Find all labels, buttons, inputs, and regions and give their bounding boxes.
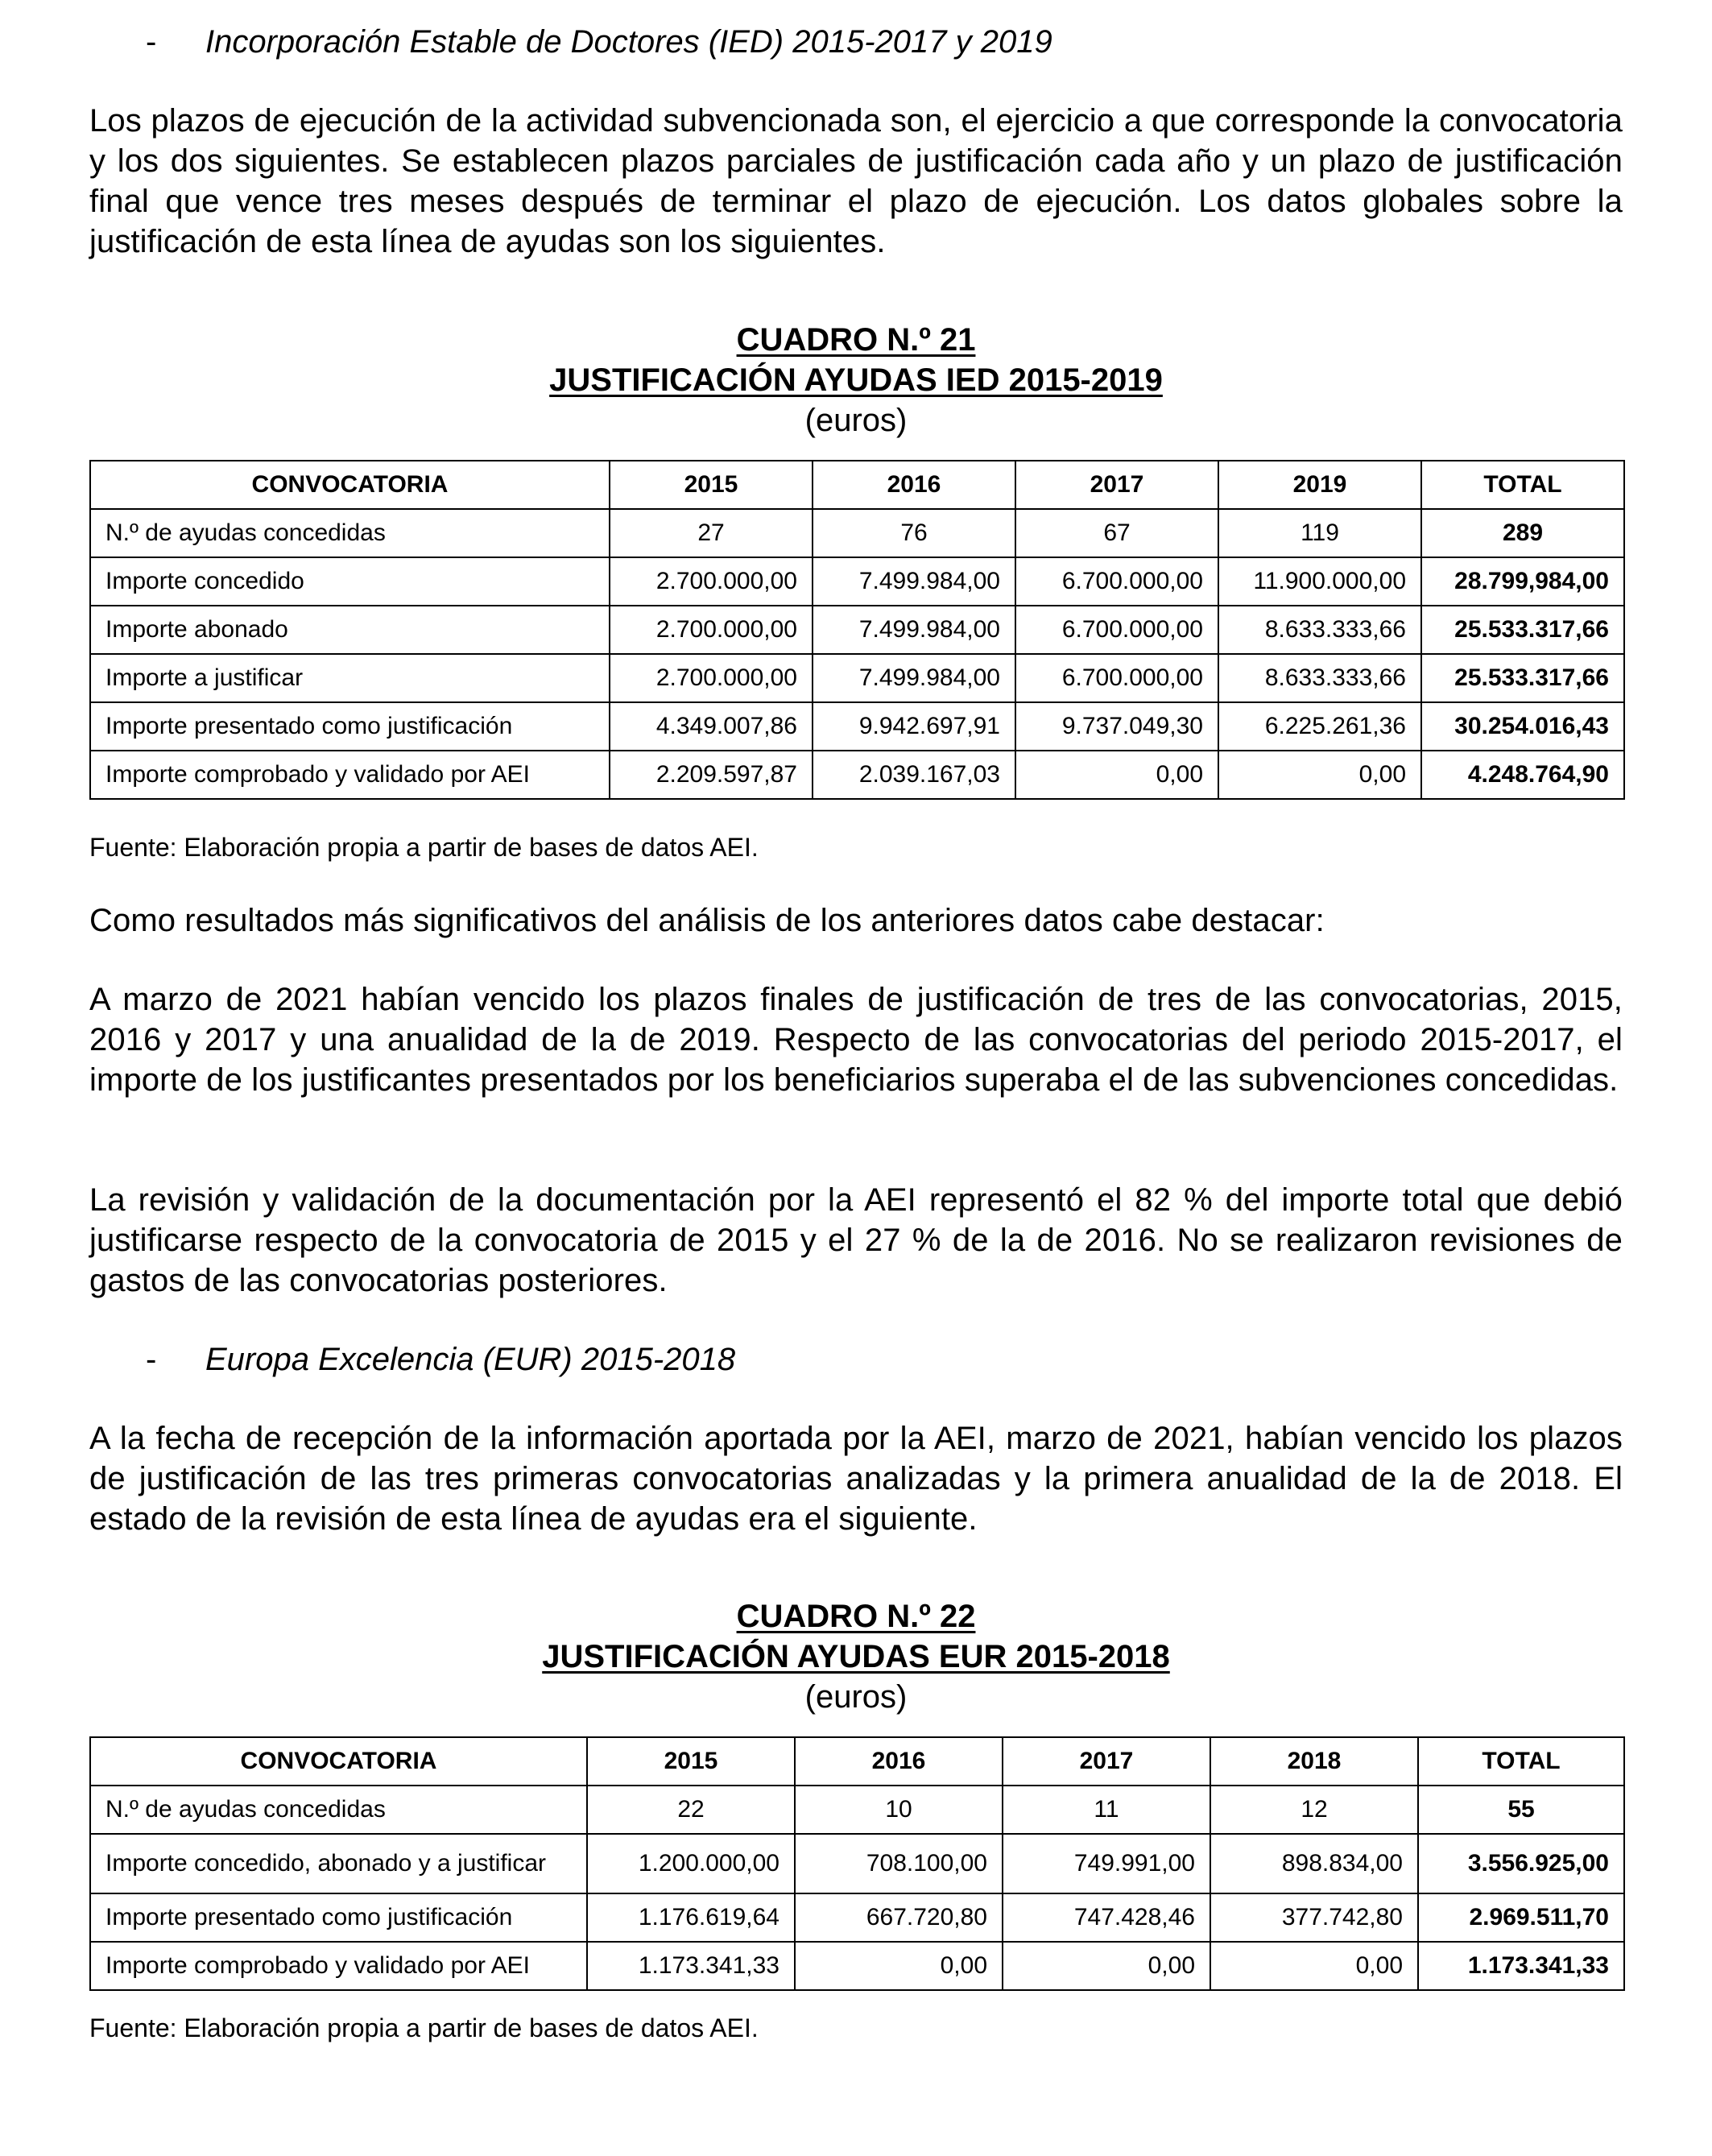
table22: [89, 1736, 1625, 1991]
table-header-row: [90, 461, 1624, 509]
total-cell: 25.533.317,66: [1421, 606, 1624, 654]
table-cell: 7.499.984,00: [813, 654, 1015, 702]
row-label: Importe concedido: [90, 557, 610, 606]
table21-title: JUSTIFICACIÓN AYUDAS IED 2015-2019: [549, 362, 1163, 398]
table22-caption: [89, 1596, 1623, 1717]
column-header: 2019: [1218, 461, 1421, 509]
table-cell: 6.700.000,00: [1015, 654, 1218, 702]
table-cell: 0,00: [1015, 751, 1218, 799]
table22-unit: (euros): [804, 1679, 908, 1715]
column-header: 2015: [587, 1737, 795, 1786]
column-header: TOTAL: [1421, 461, 1624, 509]
column-header: 2016: [795, 1737, 1003, 1786]
table-cell: 2.209.597,87: [610, 751, 813, 799]
row-label: N.º de ayudas concedidas: [90, 509, 610, 557]
row-label: Importe comprobado y validado por AEI: [90, 1942, 587, 1990]
table-cell: 2.700.000,00: [610, 654, 813, 702]
section-heading-eur: Europa Excelencia (EUR) 2015-2018: [205, 1342, 736, 1377]
table-row: [90, 654, 1624, 702]
total-cell: 289: [1421, 509, 1624, 557]
table-header-row: [90, 1737, 1624, 1786]
total-cell: 2.969.511,70: [1418, 1893, 1624, 1942]
total-cell: 3.556.925,00: [1418, 1834, 1624, 1893]
section-bullet-eur: [146, 1340, 735, 1379]
table21-source: Fuente: Elaboración propia a partir de bases de datos AEI.: [89, 833, 759, 862]
column-header: CONVOCATORIA: [90, 1737, 587, 1786]
table-cell: 9.942.697,91: [813, 702, 1015, 751]
column-header: 2017: [1003, 1737, 1210, 1786]
total-cell: 25.533.317,66: [1421, 654, 1624, 702]
row-label: Importe presentado como justificación: [90, 1893, 587, 1942]
table-row: [90, 1942, 1624, 1990]
table-row: [90, 606, 1624, 654]
row-label: Importe comprobado y validado por AEI: [90, 751, 610, 799]
table22-source: Fuente: Elaboración propia a partir de bases de datos AEI.: [89, 2013, 759, 2042]
table-cell: 749.991,00: [1003, 1834, 1210, 1893]
table-row: [90, 1786, 1624, 1834]
paragraph-estado: A la fecha de recepción de la información aportada por la AEI, marzo de 2021, habían vencido los plazos de justificación de las tres primeras convocatorias analizadas y la primera anualidad de la de 2018. El estado de la revisión de esta línea de ayudas era el siguiente.: [89, 1421, 1623, 1537]
table-cell: 9.737.049,30: [1015, 702, 1218, 751]
table-cell: 6.700.000,00: [1015, 606, 1218, 654]
row-label: Importe presentado como justificación: [90, 702, 610, 751]
table21-unit: (euros): [804, 403, 908, 438]
paragraph-vencimiento: A marzo de 2021 habían vencido los plazos finales de justificación de tres de las convocatorias, 2015, 2016 y 2017 y una anualidad de la de 2019. Respecto de las convocatorias del periodo 2015-2017, el importe de los justificantes presentados por los beneficiarios superaba el de las subvenciones concedidas.: [89, 982, 1623, 1098]
bullet-dash: -: [146, 1342, 157, 1377]
table-row: [90, 557, 1624, 606]
table-cell: 1.176.619,64: [587, 1893, 795, 1942]
table21-number: CUADRO N.º 21: [736, 322, 976, 358]
row-label: Importe abonado: [90, 606, 610, 654]
paragraph-revision: La revisión y validación de la documentación por la AEI representó el 82 % del importe total que debió justificarse respecto de la convocatoria de 2015 y el 27 % de la de 2016. No se realizaron revisiones de gastos de las convocatorias posteriores.: [89, 1182, 1623, 1298]
table-cell: 0,00: [795, 1942, 1003, 1990]
table-cell: 11: [1003, 1786, 1210, 1834]
table-cell: 667.720,80: [795, 1893, 1003, 1942]
table-cell: 119: [1218, 509, 1421, 557]
paragraph-plazos: Los plazos de ejecución de la actividad subvencionada son, el ejercicio a que corresponde la convocatoria y los dos siguientes. Se establecen plazos parciales de justificación cada año y un plazo de justificación final que vence tres meses después de terminar el plazo de ejecución. Los datos globales sobre la justificación de esta línea de ayudas son los siguientes.: [89, 103, 1623, 259]
table-cell: 67: [1015, 509, 1218, 557]
table-cell: 8.633.333,66: [1218, 606, 1421, 654]
table-cell: 2.700.000,00: [610, 557, 813, 606]
table-cell: 76: [813, 509, 1015, 557]
table-cell: 27: [610, 509, 813, 557]
column-header: 2017: [1015, 461, 1218, 509]
table-cell: 6.700.000,00: [1015, 557, 1218, 606]
table-row: [90, 509, 1624, 557]
table-row: [90, 702, 1624, 751]
table-cell: 12: [1210, 1786, 1418, 1834]
table-cell: 8.633.333,66: [1218, 654, 1421, 702]
column-header: 2018: [1210, 1737, 1418, 1786]
table-cell: 6.225.261,36: [1218, 702, 1421, 751]
table21-caption: [89, 320, 1623, 441]
paragraph-resultados: Como resultados más significativos del análisis de los anteriores datos cabe destacar:: [89, 903, 1325, 938]
column-header: TOTAL: [1418, 1737, 1624, 1786]
table-cell: 2.700.000,00: [610, 606, 813, 654]
total-cell: 4.248.764,90: [1421, 751, 1624, 799]
bullet-dash: -: [146, 24, 157, 60]
row-label: N.º de ayudas concedidas: [90, 1786, 587, 1834]
column-header: 2016: [813, 461, 1015, 509]
table-cell: 0,00: [1218, 751, 1421, 799]
row-label: Importe concedido, abonado y a justificar: [90, 1834, 587, 1893]
table-cell: 7.499.984,00: [813, 606, 1015, 654]
total-cell: 55: [1418, 1786, 1624, 1834]
table-cell: 7.499.984,00: [813, 557, 1015, 606]
table-cell: 898.834,00: [1210, 1834, 1418, 1893]
column-header: CONVOCATORIA: [90, 461, 610, 509]
table-row: [90, 751, 1624, 799]
table-cell: 377.742,80: [1210, 1893, 1418, 1942]
table-row: [90, 1893, 1624, 1942]
table-cell: 1.173.341,33: [587, 1942, 795, 1990]
table-cell: 22: [587, 1786, 795, 1834]
table21: [89, 460, 1625, 800]
table-cell: 4.349.007,86: [610, 702, 813, 751]
row-label: Importe a justificar: [90, 654, 610, 702]
table-cell: 0,00: [1210, 1942, 1418, 1990]
table-cell: 708.100,00: [795, 1834, 1003, 1893]
table22-title: JUSTIFICACIÓN AYUDAS EUR 2015-2018: [542, 1639, 1170, 1674]
section-heading-ied: Incorporación Estable de Doctores (IED) 2015-2017 y 2019: [205, 24, 1052, 60]
table-cell: 747.428,46: [1003, 1893, 1210, 1942]
section-bullet-ied: [146, 23, 1052, 61]
table-cell: 0,00: [1003, 1942, 1210, 1990]
table-cell: 11.900.000,00: [1218, 557, 1421, 606]
column-header: 2015: [610, 461, 813, 509]
total-cell: 1.173.341,33: [1418, 1942, 1624, 1990]
table-row: [90, 1834, 1624, 1893]
total-cell: 28.799,984,00: [1421, 557, 1624, 606]
table22-number: CUADRO N.º 22: [736, 1599, 976, 1634]
total-cell: 30.254.016,43: [1421, 702, 1624, 751]
table-cell: 1.200.000,00: [587, 1834, 795, 1893]
table-cell: 2.039.167,03: [813, 751, 1015, 799]
table-cell: 10: [795, 1786, 1003, 1834]
